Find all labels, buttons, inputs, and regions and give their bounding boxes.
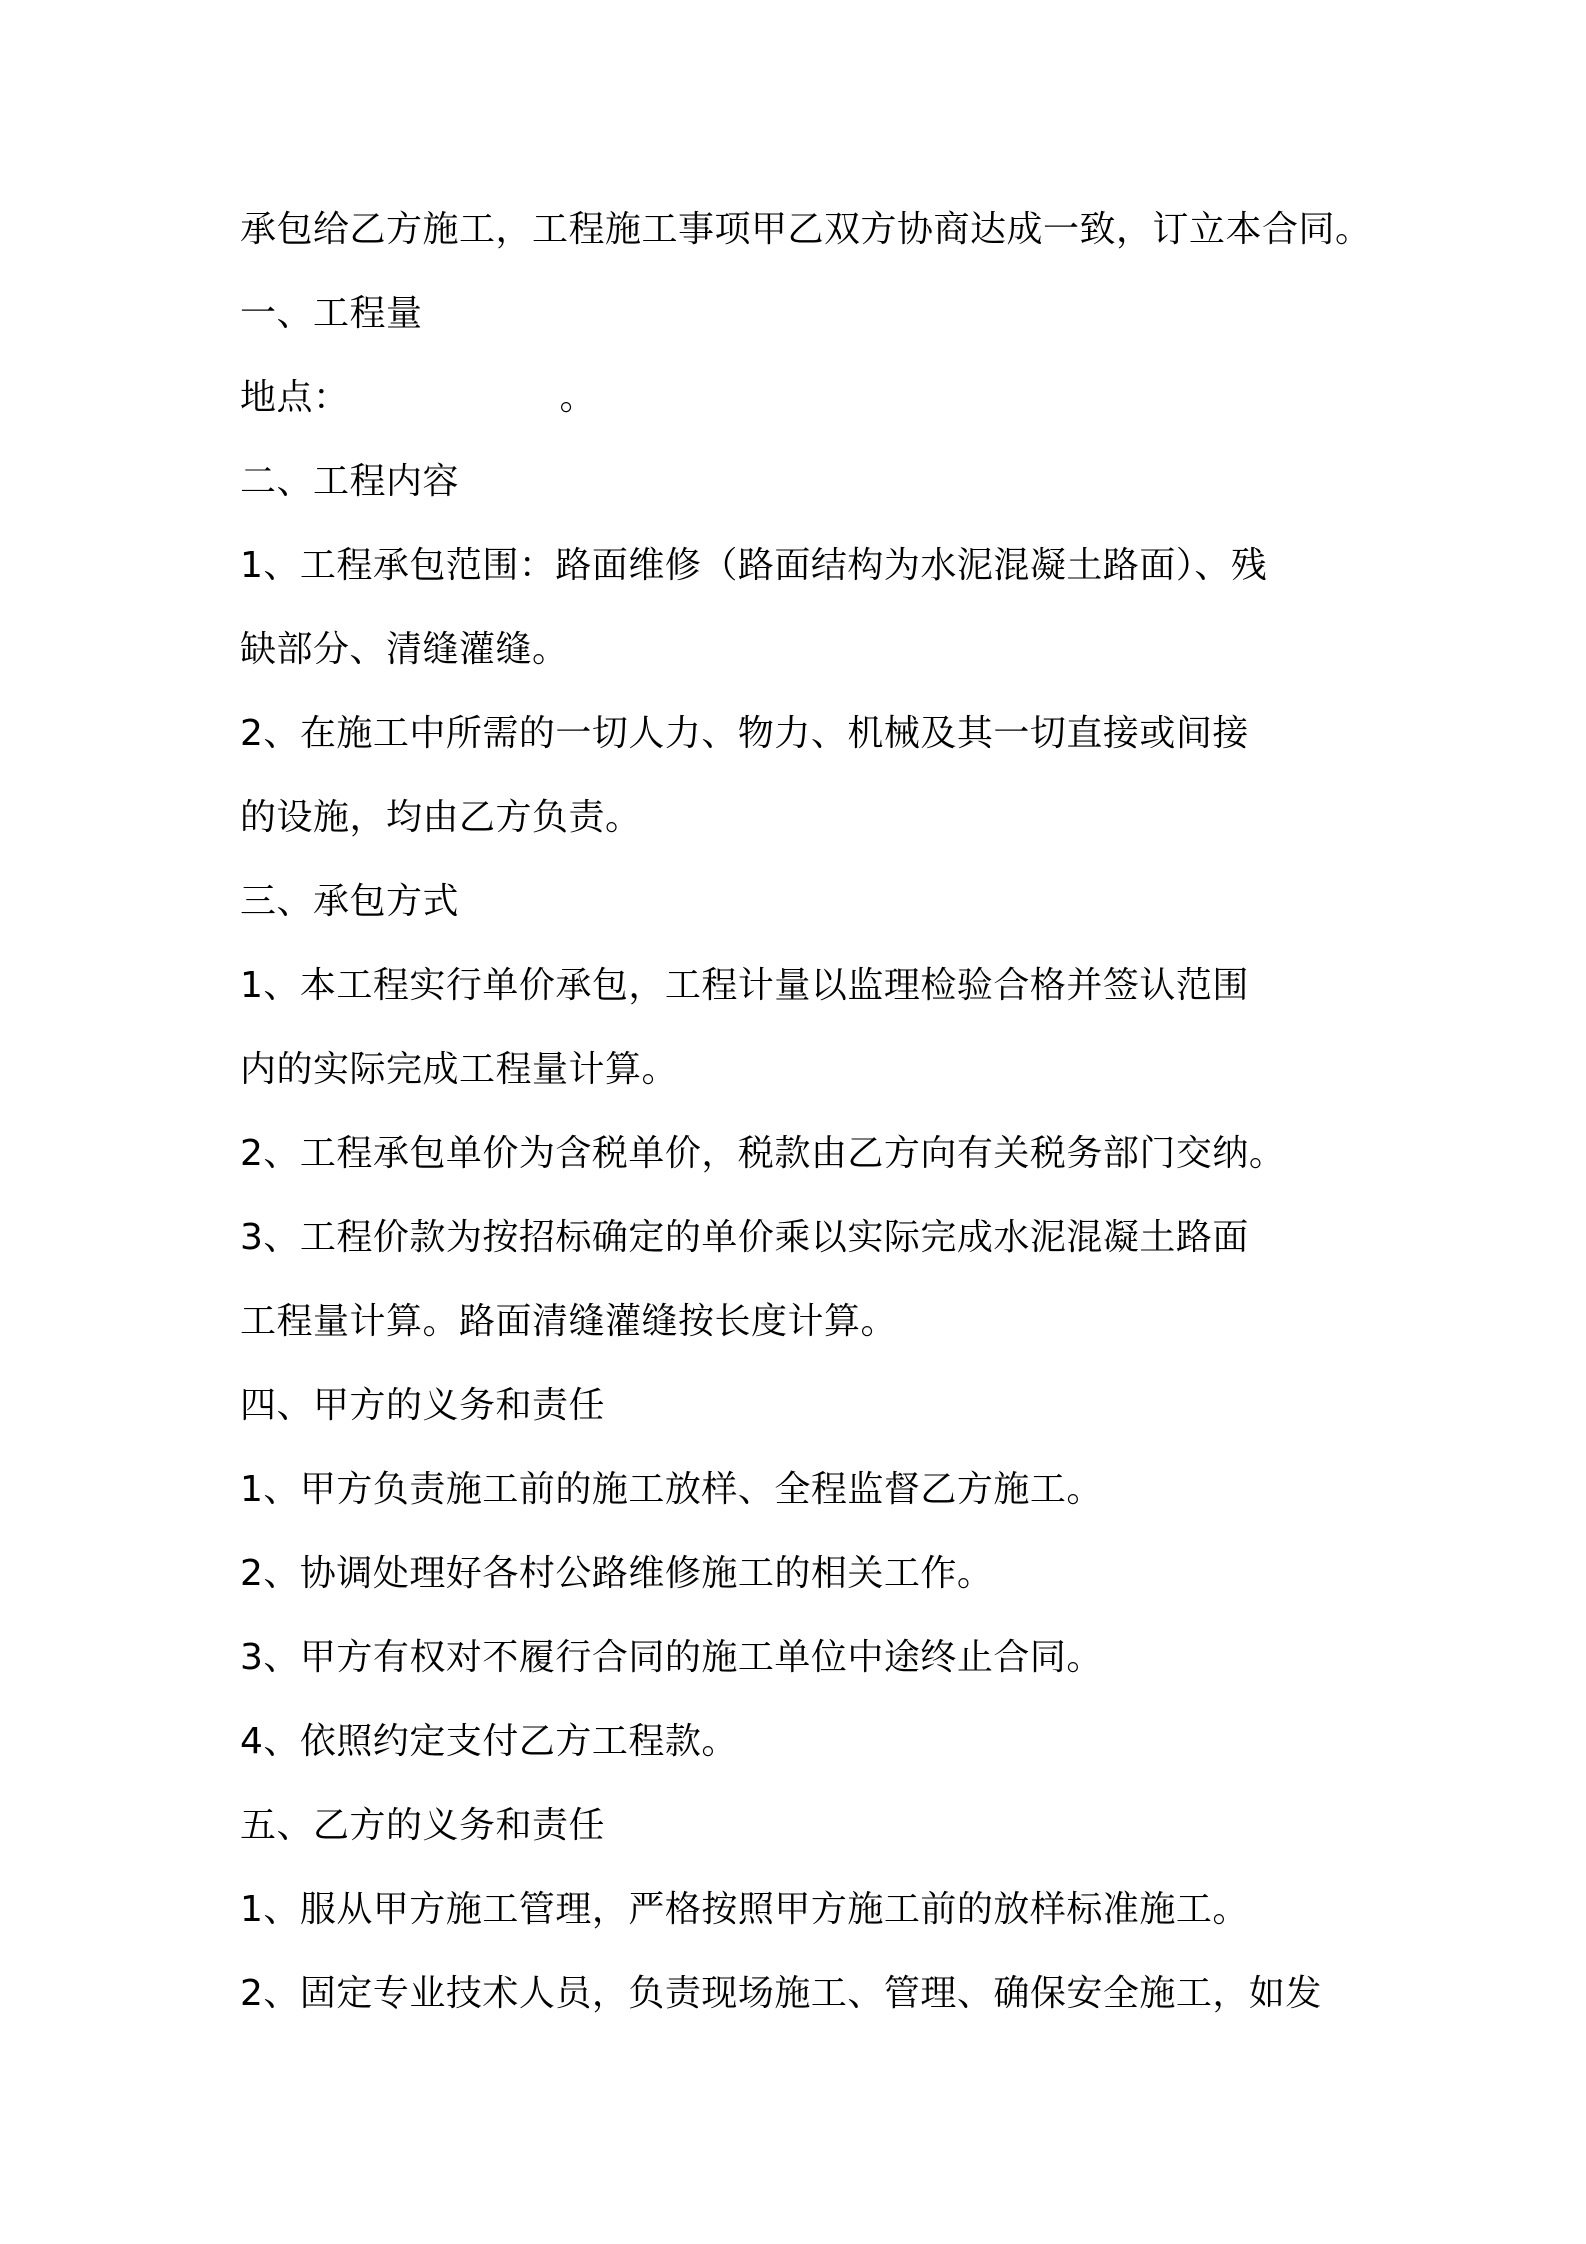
paragraph-line: 2、工程承包单价为含税单价，税款由乙方向有关税务部门交纳。 xyxy=(240,1133,1286,1174)
paragraph-line: 1、工程承包范围：路面维修（路面结构为水泥混凝土路面）、残 xyxy=(240,545,1268,586)
paragraph-line: 内的实际完成工程量计算。 xyxy=(240,1049,679,1090)
paragraph-line: 2、协调处理好各村公路维修施工的相关工作。 xyxy=(240,1553,994,1594)
location-line xyxy=(240,374,596,422)
paragraph-line: 2、在施工中所需的一切人力、物力、机械及其一切直接或间接 xyxy=(240,713,1249,754)
paragraph-line: 1、本工程实行单价承包，工程计量以监理检验合格并签认范围 xyxy=(240,965,1249,1006)
paragraph-line: 1、服从甲方施工管理，严格按照甲方施工前的放样标准施工。 xyxy=(240,1889,1249,1930)
paragraph-line: 3、甲方有权对不履行合同的施工单位中途终止合同。 xyxy=(240,1637,1103,1678)
paragraph-line: 4、依照约定支付乙方工程款。 xyxy=(240,1721,738,1762)
section-1-heading: 一、工程量 xyxy=(240,293,423,334)
section-5-heading: 五、乙方的义务和责任 xyxy=(240,1805,606,1846)
section-3-heading: 三、承包方式 xyxy=(240,881,460,922)
paragraph-line: 的设施，均由乙方负责。 xyxy=(240,797,642,838)
paragraph-line: 1、甲方负责施工前的施工放样、全程监督乙方施工。 xyxy=(240,1469,1103,1510)
paragraph-line: 缺部分、清缝灌缝。 xyxy=(240,629,569,670)
intro-line: 承包给乙方施工，工程施工事项甲乙双方协商达成一致，订立本合同。 xyxy=(240,209,1372,250)
location-label: 地点： xyxy=(240,377,350,418)
paragraph-line: 2、固定专业技术人员，负责现场施工、管理、确保安全施工，如发 xyxy=(240,1973,1322,2014)
location-end: 。 xyxy=(559,377,597,418)
paragraph-line: 工程量计算。路面清缝灌缝按长度计算。 xyxy=(240,1301,898,1342)
section-4-heading: 四、甲方的义务和责任 xyxy=(240,1385,606,1426)
paragraph-line: 3、工程价款为按招标确定的单价乘以实际完成水泥混凝土路面 xyxy=(240,1217,1249,1258)
section-2-heading: 二、工程内容 xyxy=(240,461,460,502)
